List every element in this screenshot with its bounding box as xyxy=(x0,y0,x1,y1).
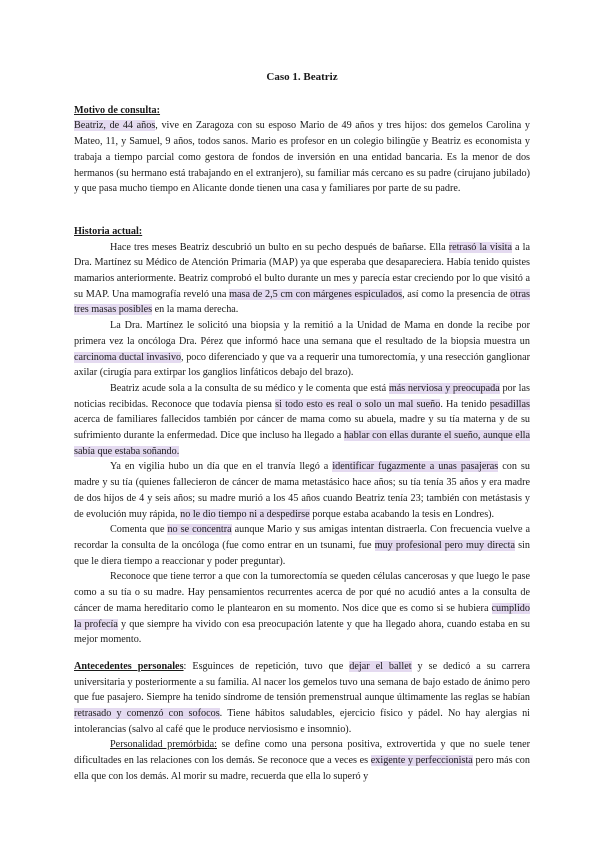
text-run: Hace tres meses Beatriz descubrió un bulto en su pecho después de bañarse. Ella xyxy=(110,241,449,253)
text-run: Beatriz acude sola a la consulta de su médico y le comenta que está xyxy=(110,382,389,394)
highlighted-text: retrasado y comenzó con sofocos xyxy=(74,708,220,720)
text-run: , vive en Zaragoza con su esposo Mario de 49 años y tres hijos: dos gemelos Carolina y Mateo, 11, y Samuel, 9 años, todos sanos. Mario es profesor en un colegio bilingüe y Beatriz es economista y trabaja a tiempo parcial como gestora de fondos de inversión en una entidad bancaria. Es la menor de dos hermanos (su hermano está trabajando en el extranjero), su familiar más cercano es su padre (cirujano jubilado) y que pasa mucho tiempo en Alicante donde tienen una casa y familiares por parte de su padre. xyxy=(74,120,531,195)
highlighted-text: no se concentra xyxy=(167,524,232,536)
highlighted-text: Beatriz, de 44 años xyxy=(74,120,156,132)
document-page xyxy=(74,70,530,785)
paragraph xyxy=(74,118,530,197)
highlighted-text: dejar el ballet xyxy=(349,660,412,672)
highlighted-text: masa de 2,5 cm con márgenes espiculados xyxy=(229,288,403,300)
section-label-personalidad: Personalidad premórbida: xyxy=(110,739,217,751)
highlighted-text: hablar con ellas durante el sueño, aunque ella sabía que estaba soñando. xyxy=(74,430,530,457)
text-run: : Esguinces de repetición, tuvo que xyxy=(183,660,350,672)
text-run: porque estaba acabando la tesis en Londres). xyxy=(309,508,495,520)
paragraph xyxy=(74,240,530,319)
text-run: acerca de familiares fallecidos también por cáncer de mama como su abuela, madre y su tía materna y de su sufrimiento durante la enfermedad. Dice que incluso ha llegado a xyxy=(74,414,530,442)
highlighted-text: no le dio tiempo ni a despedirse xyxy=(180,508,310,520)
highlighted-text: pesadillas xyxy=(489,398,530,410)
highlighted-text: otras tres masas posibles xyxy=(74,288,530,316)
text-run: en la mama derecha. xyxy=(152,304,239,316)
text-run: y se dedicó a su carrera universitaria y posteriormente a su familia. Al nacer los gemelos tuvo una semana de bajo estado de ánimo pero que fue pasajero. Siempre ha tenido síndrome de tensión premenstrual aunque últimamente las reglas se habían xyxy=(74,660,530,704)
text-run: a la Dra. Martínez su Médico de Atención Primaria (MAP) ya que esperaba que desapareciera. Había tenido quistes mamarios anteriormente. Beatriz comprobó el bulto durante un mes y parecía estar creciendo por lo que visitó a su MAP. Una mamografía reveló una xyxy=(74,241,531,300)
text-run: , así como la presencia de xyxy=(402,288,511,300)
paragraph-antecedentes xyxy=(74,659,530,738)
highlighted-text: retrasó la visita xyxy=(448,241,512,253)
text-run: La Dra. Martínez le solicitó una biopsia y la remitió a la Unidad de Mama en donde la recibe por primera vez la oncóloga Dra. Pérez que informó hace una semana que el resultado de la biopsia muestra un xyxy=(74,320,530,347)
paragraph xyxy=(74,318,530,381)
paragraph xyxy=(74,381,530,460)
paragraph-personalidad xyxy=(74,737,530,784)
highlighted-text: más nerviosa y preocupada xyxy=(388,382,500,394)
section-heading-historia: Historia actual: xyxy=(74,225,143,237)
page-title: Caso 1. Beatriz xyxy=(266,71,338,83)
text-run: sin que le diera tiempo a reaccionar y poder preguntar). xyxy=(74,539,530,567)
text-run: se define como una persona positiva, extrovertida y que no suele tener dificultades en las relaciones con los demás. Se reconoce que a veces es xyxy=(74,739,530,767)
highlighted-text: exigente y perfeccionista xyxy=(370,755,473,767)
section-heading-motivo: Motivo de consulta: xyxy=(74,104,161,116)
text-run: y que siempre ha vivido con esa preocupación latente y que ha llegado ahora, cuando estaba en su mejor momento. xyxy=(74,618,530,646)
text-run: , poco diferenciado y que va a requerir una tumorectomía, y una resección ganglionar axilar (cirugía para extirpar los ganglios linfáticos debajo del brazo). xyxy=(74,351,530,379)
text-run: pero más con ella que con los demás. Al morir su madre, recuerda que ella lo superó y xyxy=(74,755,530,782)
text-run: Ya en vigilia hubo un día que en el tranvía llegó a xyxy=(110,461,333,473)
text-run: Reconoce que tiene terror a que con la tumorectomía se queden células cancerosas y que luego le pase como a su tía o su madre. Hay pensamientos recurrentes acerca de por qué no acudió antes a la consulta de cáncer de mama hereditario como le plantearon en su momento. Nos dice que es como si se hubiera xyxy=(74,571,530,614)
text-run: aunque Mario y sus amigas intentan distraerla. Con frecuencia vuelve a recordar la consulta de la oncóloga (fue como entrar en un tsunami, fue xyxy=(74,524,531,551)
highlighted-text: muy profesional pero muy directa xyxy=(374,539,515,551)
paragraph xyxy=(74,569,530,648)
text-run: . Ha tenido xyxy=(440,398,490,410)
paragraph xyxy=(74,522,530,569)
paragraph xyxy=(74,459,530,522)
highlighted-text: carcinoma ductal invasivo xyxy=(74,351,182,363)
text-run: por las noticias recibidas. Reconoce que todavía piensa xyxy=(74,382,531,410)
section-label-antecedentes: Antecedentes personales xyxy=(74,660,184,672)
highlighted-text: identificar fugazmente a unas pasajeras xyxy=(332,461,499,473)
text-run: . Tiene hábitos saludables, ejercicio físico y pádel. No hay alergias ni intolerancias (salvo al café que le produce nerviosismo e insomnio). xyxy=(74,708,530,735)
highlighted-text: si todo esto es real o solo un mal sueño xyxy=(275,398,441,410)
text-run: Comenta que xyxy=(110,524,168,536)
text-run: con su madre y su tía (quienes fallecieron de cáncer de mama metastásico hace años; su tía tenía 35 años y era madre de dos hijos de 4 y seis años; su madre murió a los 45 años cuando Beatriz tenía 23; también con metástasis y de evolución muy rápida, xyxy=(74,461,530,520)
highlighted-text: cumplido la profecía xyxy=(74,602,530,630)
